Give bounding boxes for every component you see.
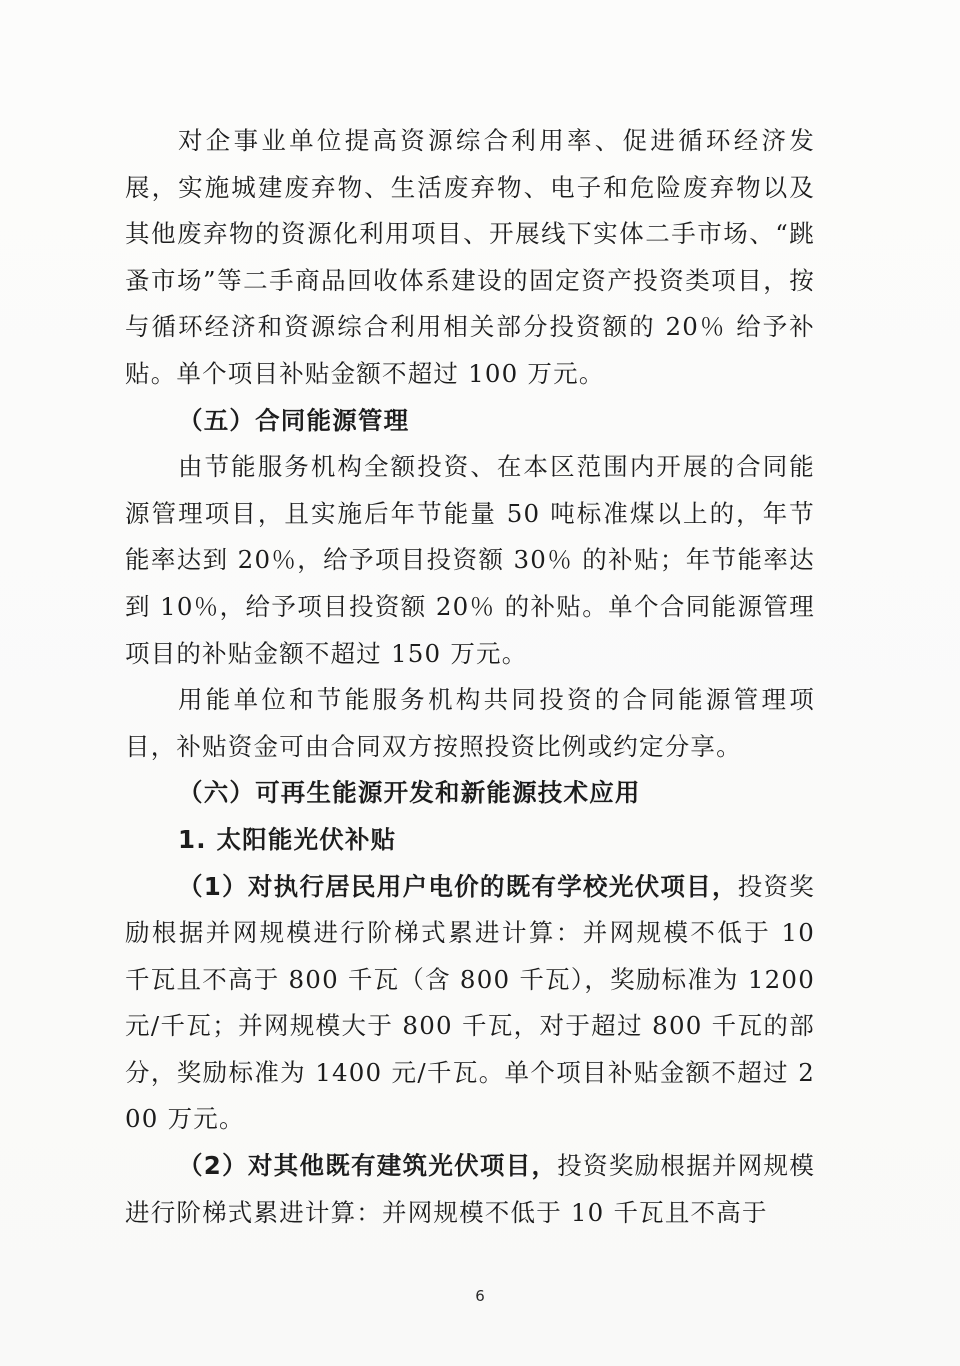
clause-lead-other-pv: （2）对其他既有建筑光伏项目，: [178, 1151, 558, 1181]
section-heading-contract-energy: （五）合同能源管理: [178, 405, 410, 435]
paragraph-school-pv: [125, 864, 815, 1144]
subsection-heading-solar-pv: 1. 太阳能光伏补贴: [178, 824, 397, 854]
paragraph-other-building-pv: [125, 1143, 815, 1236]
clause-lead-school-pv: （1）对执行居民用户电价的既有学校光伏项目，: [178, 871, 738, 901]
document-body: [125, 118, 815, 1236]
clause-body-other-pv: 投资奖励根据并网规模进行阶梯式累进计算：并网规模不低于 10 千瓦且不高于: [125, 1151, 816, 1227]
clause-body-school-pv: 投资奖励根据并网规模进行阶梯式累进计算：并网规模不低于 10 千瓦且不高于 800 千瓦（含 800 千瓦），奖励标准为 1200 元/千瓦；并网规模大于 800 千瓦，对于超过 800 千瓦的部分，奖励标准为 1400 元/千瓦。单个项目补贴金额不超过 200 万元。: [125, 871, 815, 1134]
section-heading-renewable-energy: （六）可再生能源开发和新能源技术应用: [178, 778, 641, 808]
paragraph-joint-investment: 用能单位和节能服务机构共同投资的合同能源管理项目，补贴资金可由合同双方按照投资比例或约定分享。: [125, 685, 815, 761]
page-number: 6: [475, 1287, 485, 1305]
paragraph-contract-energy-subsidy: 由节能服务机构全额投资、在本区范围内开展的合同能源管理项目，且实施后年节能量 50 吨标准煤以上的，年节能率达到 20％，给予项目投资额 30％ 的补贴；年节能率达到 10％，给予项目投资额 20％ 的补贴。单个合同能源管理项目的补贴金额不超过 150 万元。: [125, 452, 815, 668]
paragraph-resource-utilization: 对企事业单位提高资源综合利用率、促进循环经济发展，实施城建废弃物、生活废弃物、电子和危险废弃物以及其他废弃物的资源化利用项目、开展线下实体二手市场、“跳蚤市场”等二手商品回收体系建设的固定资产投资类项目，按与循环经济和资源综合利用相关部分投资额的 20％ 给予补贴。单个项目补贴金额不超过 100 万元。: [125, 126, 815, 388]
